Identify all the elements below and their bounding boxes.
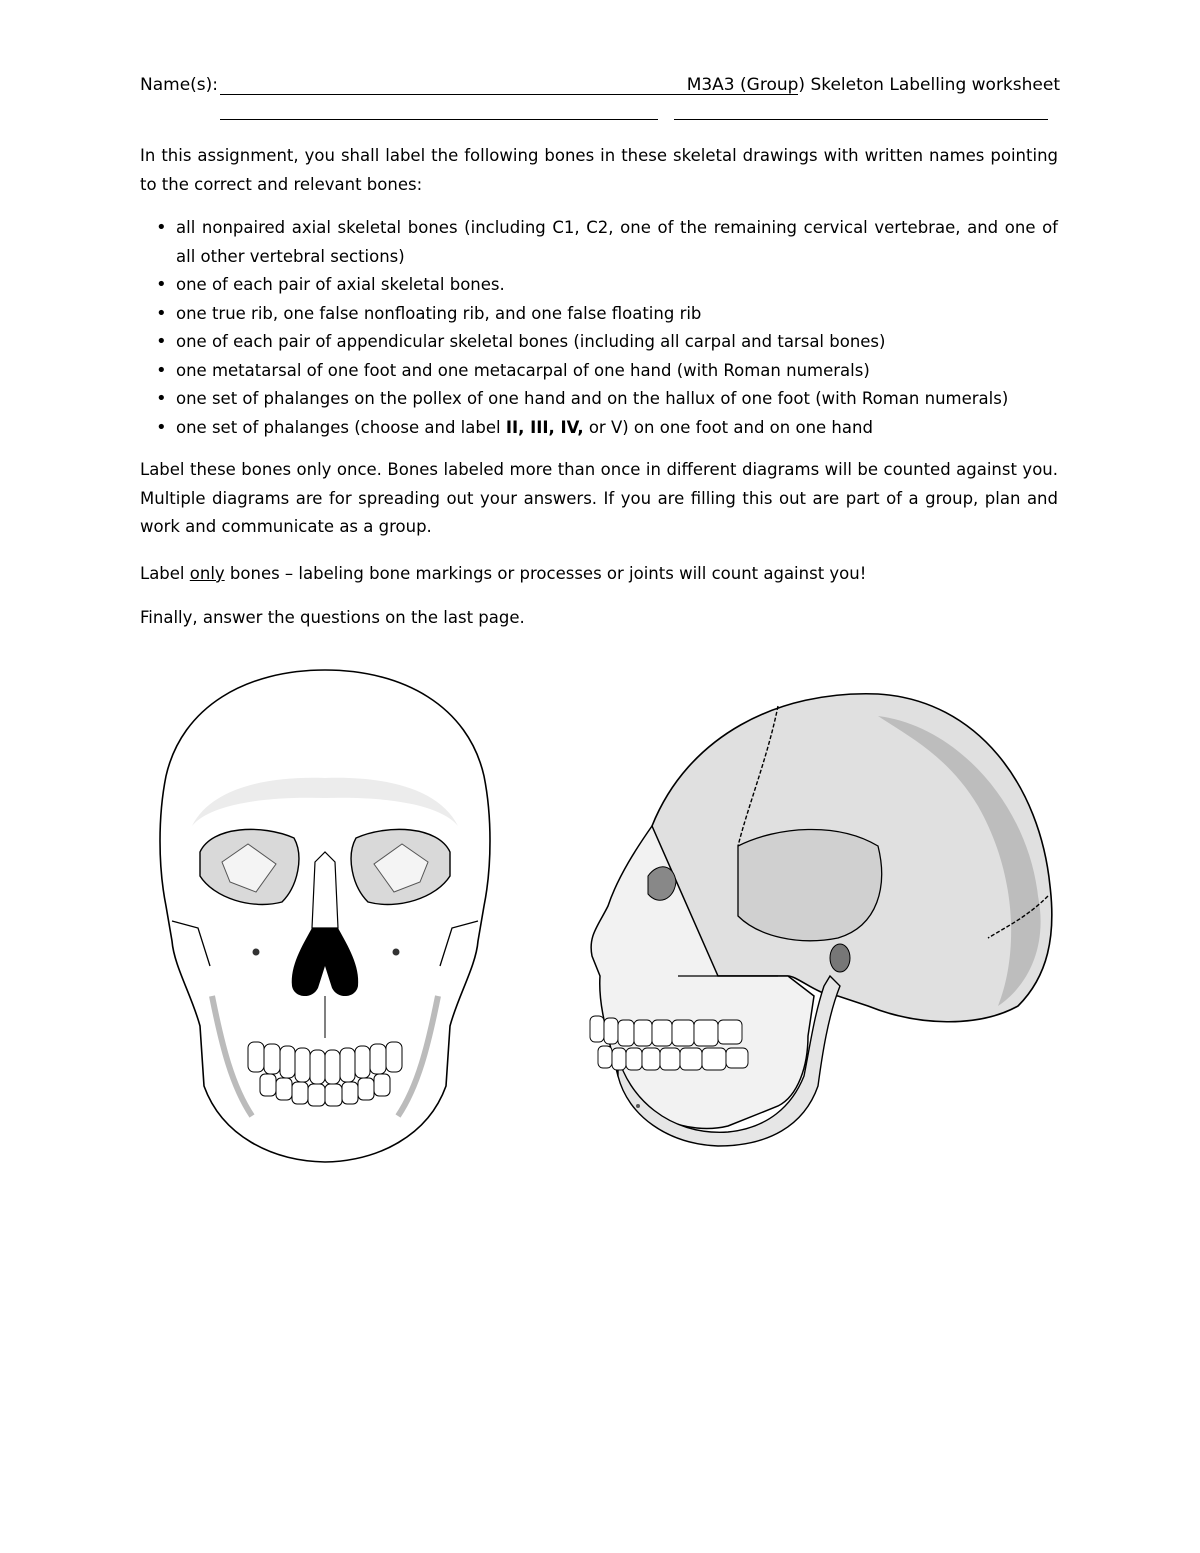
skull-lateral-figure (578, 676, 1058, 1152)
finally-paragraph: Finally, answer the questions on the last page. (140, 608, 525, 627)
header (140, 72, 1060, 102)
name-label: Name(s): (140, 75, 219, 95)
list-item-text: or V) on one foot and on one hand (583, 417, 873, 437)
skull-anterior-figure (152, 666, 498, 1166)
name-blank-line-2[interactable] (220, 118, 658, 120)
list-item (140, 414, 1058, 443)
list-item: • one true rib, one false nonfloating rib, and one false floating rib (140, 300, 1058, 329)
list-item-text: one set of phalanges (choose and label (176, 417, 506, 437)
intro-paragraph: In this assignment, you shall label the following bones in these skeletal drawings with written names pointing to the correct and relevant bones: (140, 146, 1058, 194)
list-item-bold: II, III, IV, (505, 417, 584, 437)
label-only-underlined: only (189, 564, 225, 583)
label-only-after: bones – labeling bone markings or processes or joints will count against you! (224, 564, 867, 583)
label-only-before: Label (140, 564, 190, 583)
nasal-bones (312, 852, 338, 928)
name-blank-line-3[interactable] (674, 118, 1048, 120)
requirements-list (140, 214, 1058, 442)
worksheet-title: M3A3 (Group) Skeleton Labelling worksheet (686, 75, 1060, 95)
list-item: • one of each pair of axial skeletal bones. (140, 271, 1058, 300)
ear-canal (830, 944, 850, 972)
label-only-paragraph (140, 560, 1058, 589)
temporal-region (738, 829, 882, 940)
list-item: • all nonpaired axial skeletal bones (including C1, C2, one of the remaining cervical vertebrae, and one of all other vertebral sections) (140, 214, 1058, 271)
list-item: • one set of phalanges on the pollex of one hand and on the hallux of one foot (with Roman numerals) (140, 385, 1058, 414)
label-once-paragraph: Label these bones only once. Bones labeled more than once in different diagrams will be counted against you. Multiple diagrams are for spreading out your answers. If you are filling this out are part of a group, plan and work and communicate as a group. (140, 460, 1058, 536)
list-item: • one of each pair of appendicular skeletal bones (including all carpal and tarsal bones) (140, 328, 1058, 357)
list-item: • one metatarsal of one foot and one metacarpal of one hand (with Roman numerals) (140, 357, 1058, 386)
